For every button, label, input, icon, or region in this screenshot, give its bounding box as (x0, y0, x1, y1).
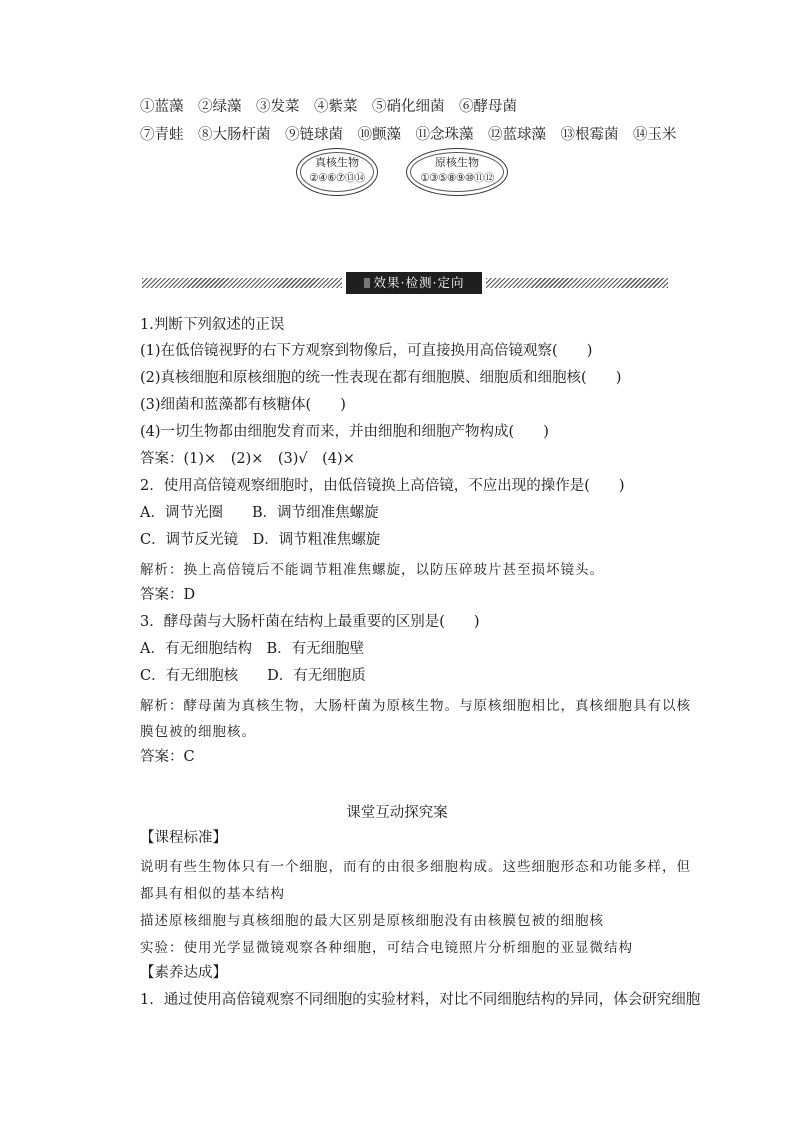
q1-item: (1)在低倍镜视野的右下方观察到物像后，可直接换用高倍镜观察( ) (140, 343, 593, 359)
organism-list-line-1: ①蓝藻 ②绿藻 ③发菜 ④紫菜 ⑤硝化细菌 ⑥酵母菌 (140, 99, 517, 115)
literacy-heading: 【素养达成】 (140, 965, 227, 981)
prokaryote-oval (406, 148, 508, 196)
q2-option-row: C．调节反光镜 D．调节粗准焦螺旋 (140, 532, 381, 548)
q1-answer: 答案：(1)× (2)× (3)√ (4)× (140, 451, 355, 467)
section-banner (346, 272, 482, 294)
organism-list-line-2: ⑦青蛙 ⑧大肠杆菌 ⑨链球菌 ⑩颤藻 ⑪念珠藻 ⑫蓝球藻 ⑬根霉菌 ⑭玉米 (140, 127, 677, 143)
q1-stem: 1.判断下列叙述的正误 (140, 317, 285, 333)
standard-line: 描述原核细胞与真核细胞的最大区别是原核细胞没有由核膜包被的细胞核 (140, 913, 604, 929)
q1-item: (3)细菌和蓝藻都有核糖体( ) (140, 397, 346, 413)
prokaryote-members: ①③⑤⑧⑨⑩⑪⑫ (420, 172, 494, 184)
eukaryote-label: 真核生物 (315, 156, 359, 169)
q3-analysis-cont: 膜包被的细胞核。 (140, 724, 256, 740)
q2-stem: 2．使用高倍镜观察细胞时，由低倍镜换上高倍镜，不应出现的操作是( ) (140, 478, 625, 494)
q3-option-row: A．有无细胞结构 B．有无细胞壁 (140, 641, 365, 657)
q3-stem: 3．酵母菌与大肠杆菌在结构上最重要的区别是( ) (140, 614, 480, 630)
standard-line: 说明有些生物体只有一个细胞，而有的由很多细胞构成。这些细胞形态和功能多样，但 (140, 859, 691, 875)
standard-line: 实验：使用光学显微镜观察各种细胞，可结合电镜照片分析细胞的亚显微结构 (140, 940, 633, 956)
q1-item: (2)真核细胞和原核细胞的统一性表现在都有细胞膜、细胞质和细胞核( ) (140, 370, 622, 386)
literacy-line: 1．通过使用高倍镜观察不同细胞的实验材料，对比不同细胞结构的异同，体会研究细胞 (140, 992, 701, 1008)
standard-heading: 【课程标准】 (140, 830, 227, 846)
q3-answer: 答案：C (140, 749, 195, 765)
q2-option-row: A．调节光圈 B．调节细准焦螺旋 (140, 505, 379, 521)
banner-hatch-left (142, 278, 342, 288)
q2-analysis: 解析：换上高倍镜后不能调节粗准焦螺旋，以防压碎玻片甚至损坏镜头。 (140, 562, 604, 578)
banner-text: 效果·检测·定向 (373, 275, 465, 290)
q1-item: (4)一切生物都由细胞发育而来，并由细胞和细胞产物构成( ) (140, 424, 549, 440)
q2-answer: 答案：D (140, 587, 196, 603)
banner-hatch-right (486, 278, 668, 288)
banner-square-icon (364, 278, 370, 288)
standard-line: 都具有相似的基本结构 (140, 886, 285, 902)
q3-analysis: 解析：酵母菌为真核生物，大肠杆菌为原核生物。与原核细胞相比，真核细胞具有以核 (140, 698, 691, 714)
section-title: 课堂互动探究案 (346, 805, 448, 821)
eukaryote-oval (296, 148, 378, 196)
eukaryote-members: ②④⑥⑦⑬⑭ (309, 172, 365, 184)
prokaryote-label: 原核生物 (435, 156, 479, 169)
q3-option-row: C．有无细胞核 D．有无细胞质 (140, 668, 366, 684)
